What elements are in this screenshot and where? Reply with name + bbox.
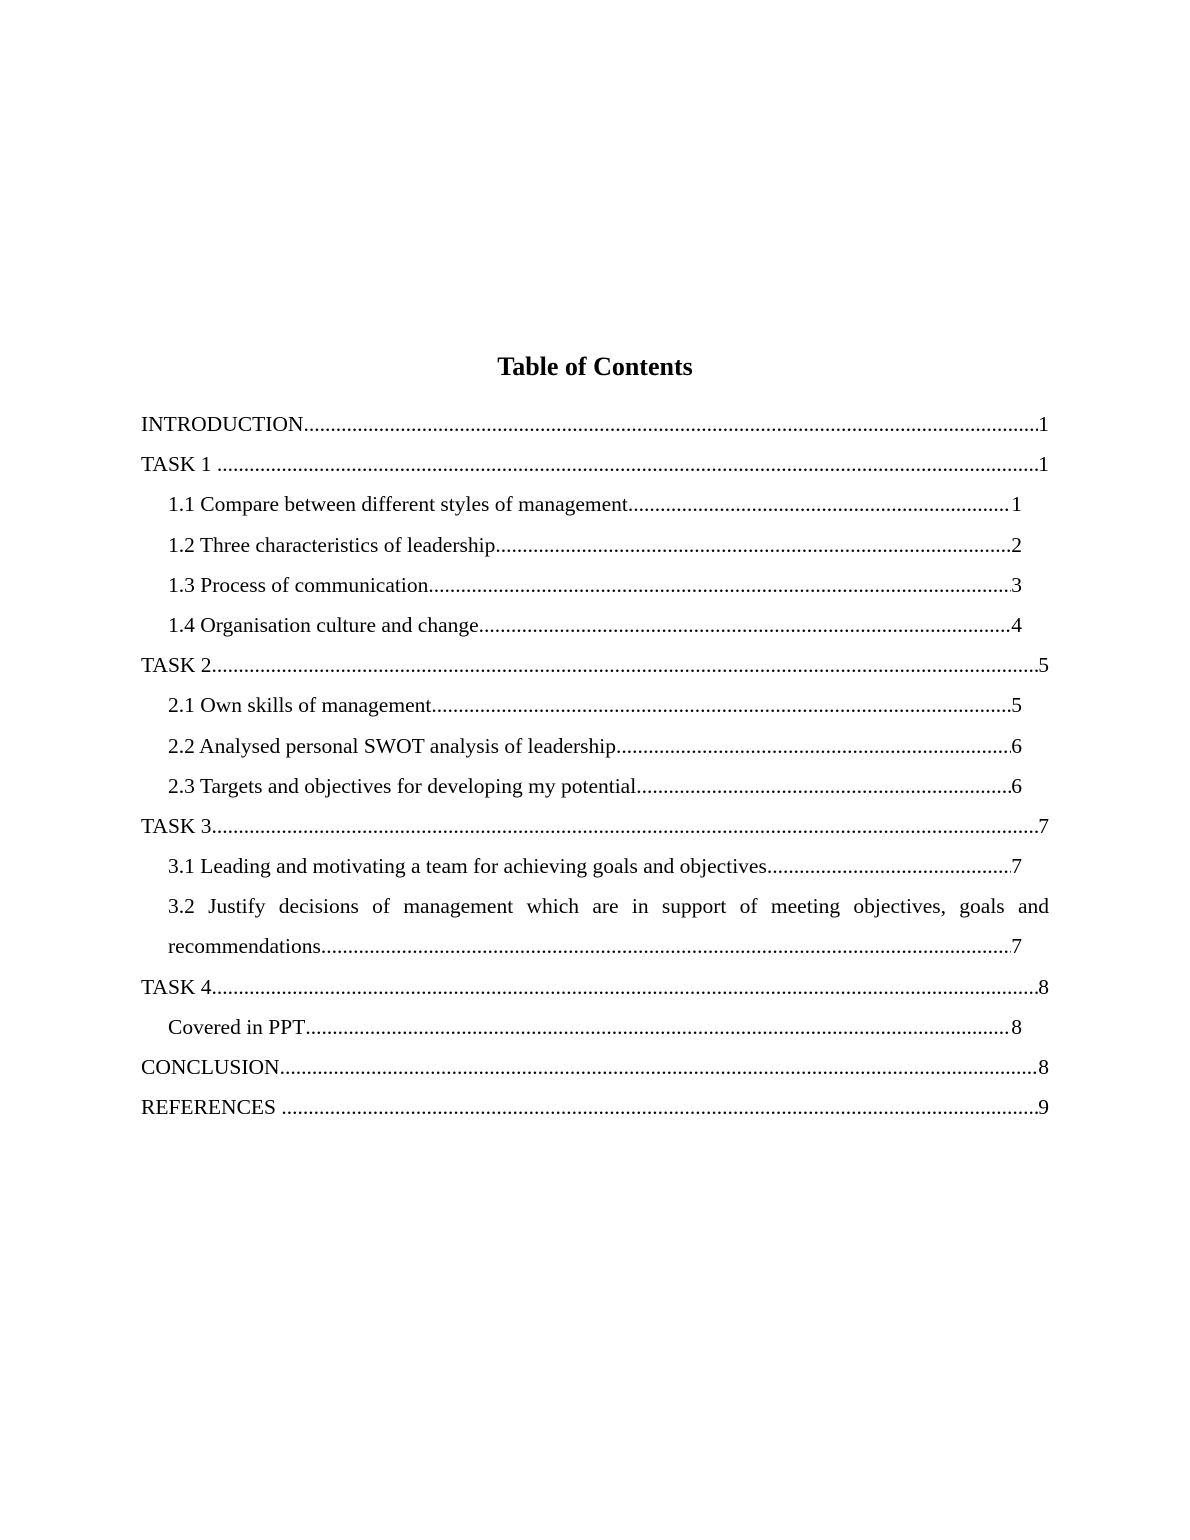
toc-entry-label: INTRODUCTION bbox=[141, 412, 304, 436]
toc-page-number: 2 bbox=[1011, 532, 1022, 557]
toc-page-number: 5 bbox=[1011, 693, 1022, 718]
toc-leader-dots bbox=[767, 846, 1011, 886]
toc-page-number: 6 bbox=[1011, 733, 1022, 758]
toc-leader-dots bbox=[305, 1007, 1011, 1047]
toc-entry-label: CONCLUSION bbox=[141, 1055, 280, 1079]
toc-entry-label: 2.1 Own skills of management bbox=[168, 693, 432, 718]
toc-entry-3-2[interactable] bbox=[168, 886, 1049, 966]
toc-entry-1-4[interactable] bbox=[168, 605, 1022, 645]
toc-page-number: 3 bbox=[1011, 572, 1022, 597]
toc-entry-label: 1.1 Compare between different styles of management bbox=[168, 492, 628, 517]
toc-entry-line-2 bbox=[168, 926, 1022, 966]
toc-entry-label: 2.3 Targets and objectives for developing my potential bbox=[168, 773, 637, 798]
toc-entry-label: TASK 2 bbox=[141, 653, 212, 678]
toc-page-number: 6 bbox=[1011, 773, 1022, 798]
toc-entry-1-2[interactable] bbox=[168, 525, 1022, 565]
toc-leader-dots bbox=[428, 565, 1011, 605]
toc-entry-label: 1.2 Three characteristics of leadership bbox=[168, 532, 496, 557]
toc-entry-1-3[interactable] bbox=[168, 565, 1022, 605]
toc-entry-2-1[interactable] bbox=[168, 685, 1022, 725]
toc-entry-label: Covered in PPT bbox=[168, 1014, 306, 1039]
toc-entry-label-line-1: 3.2 Justify decisions of management which are in support of meeting objectives, goals and bbox=[168, 894, 1049, 919]
toc-entry-covered-in-ppt[interactable] bbox=[168, 1007, 1022, 1047]
toc-entry-2-3[interactable] bbox=[168, 766, 1022, 806]
toc-page-number: 1 bbox=[1011, 492, 1022, 517]
toc-page-number: 7 bbox=[1011, 854, 1022, 879]
toc-page-number: 8 bbox=[1038, 1055, 1049, 1079]
toc-page-number: 5 bbox=[1038, 653, 1049, 678]
toc-entry-label: 2.2 Analysed personal SWOT analysis of leadership bbox=[168, 733, 617, 758]
toc-page-number: 7 bbox=[1038, 813, 1049, 838]
toc-leader-dots bbox=[280, 1047, 1039, 1087]
toc-leader-dots bbox=[281, 1087, 1038, 1127]
toc-leader-dots bbox=[616, 726, 1011, 766]
toc-leader-dots bbox=[636, 766, 1011, 806]
toc-entry-task-3[interactable] bbox=[141, 806, 1049, 846]
toc-page-number: 9 bbox=[1038, 1095, 1049, 1120]
toc-entry-label: TASK 3 bbox=[141, 813, 212, 838]
toc-page-number: 8 bbox=[1038, 974, 1049, 999]
toc-entry-task-4[interactable] bbox=[141, 967, 1049, 1007]
toc-page-number: 7 bbox=[1011, 934, 1022, 959]
toc-page-number: 1 bbox=[1038, 412, 1049, 436]
toc-entry-task-1[interactable] bbox=[141, 444, 1049, 484]
toc-leader-dots bbox=[431, 685, 1011, 725]
toc-entry-introduction[interactable] bbox=[141, 404, 1049, 444]
toc-entry-3-1[interactable] bbox=[168, 846, 1022, 886]
toc-page-number: 8 bbox=[1011, 1014, 1022, 1039]
toc-leader-dots bbox=[212, 967, 1039, 1007]
toc-leader-dots bbox=[212, 645, 1039, 685]
toc-leader-dots bbox=[495, 525, 1011, 565]
toc-leader-dots bbox=[479, 605, 1012, 645]
toc-leader-dots bbox=[303, 404, 1038, 444]
toc-leader-dots bbox=[321, 926, 1011, 966]
toc-entry-label: 1.4 Organisation culture and change bbox=[168, 612, 479, 637]
toc-entry-1-1[interactable] bbox=[168, 484, 1022, 524]
toc-entry-label: REFERENCES bbox=[141, 1095, 282, 1120]
toc-entry-2-2[interactable] bbox=[168, 726, 1022, 766]
toc-page-number: 1 bbox=[1038, 452, 1049, 477]
toc-leader-dots bbox=[628, 484, 1011, 524]
toc-entry-label-line-2: recommendations bbox=[168, 934, 321, 959]
toc-page-number: 4 bbox=[1011, 612, 1022, 637]
toc-leader-dots bbox=[212, 806, 1039, 846]
toc-entry-conclusion[interactable] bbox=[141, 1047, 1049, 1087]
toc-entry-label: TASK 1 bbox=[141, 452, 217, 477]
toc-entry-task-2[interactable] bbox=[141, 645, 1049, 685]
toc-leader-dots bbox=[217, 444, 1038, 484]
toc-entry-label: 3.1 Leading and motivating a team for achieving goals and objectives bbox=[168, 854, 767, 879]
toc-entry-label: TASK 4 bbox=[141, 974, 212, 999]
toc-heading: Table of Contents bbox=[497, 352, 693, 381]
toc-entry-label: 1.3 Process of communication bbox=[168, 572, 429, 597]
table-of-contents bbox=[141, 404, 1049, 1127]
toc-entry-references[interactable] bbox=[141, 1087, 1049, 1127]
